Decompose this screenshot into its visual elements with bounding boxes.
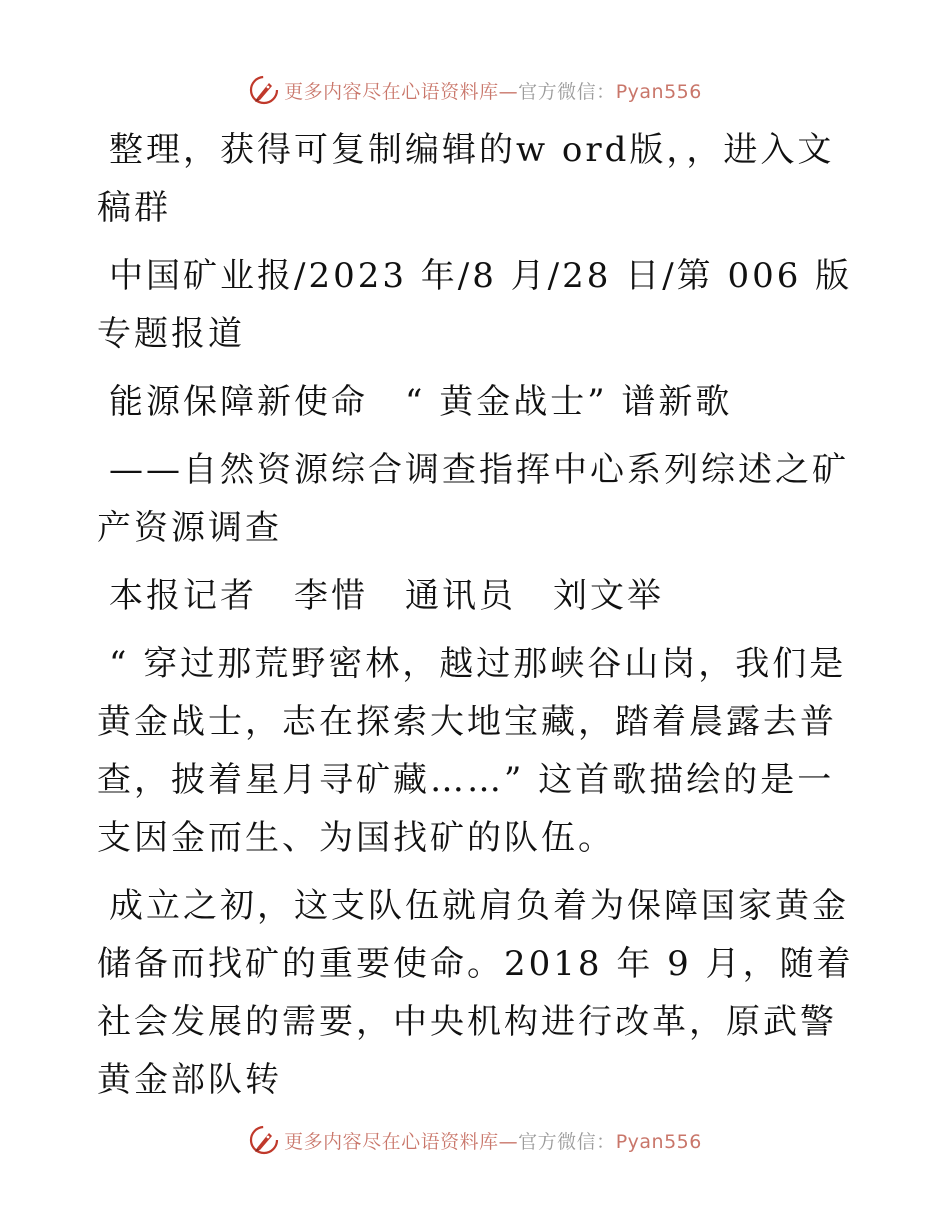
pen-nib-logo-icon [248,74,280,106]
watermark-wechat-handle: Pyan556 [615,1130,702,1153]
paragraph-source-line: 中国矿业报/2023 年/8 月/28 日/第 006 版专题报道 [97,256,853,354]
watermark-text [284,77,702,104]
watermark-official-label: 官方微信： [518,80,616,103]
footer-watermark-banner [0,1120,950,1160]
watermark-dash: — [498,1130,519,1153]
pen-nib-logo-icon [248,1124,280,1156]
watermark-text [284,1127,702,1154]
article-byline: 本报记者 李惜 通讯员 刘文举 [109,576,664,616]
paragraph-history: 成立之初，这支队伍就肩负着为保障国家黄金储备而找矿的重要使命。2018 年 9 月，随着社会发展的需要，中央机构进行改革，原武警黄金部队转 [97,886,854,1100]
document-body [97,121,857,1119]
watermark-wechat-handle: Pyan556 [615,80,702,103]
paragraph-song-quote: “ 穿过那荒野密林，越过那峡谷山岗，我们是黄金战士，志在探索大地宝藏，踏着晨露去普查，披着星月寻矿藏……” 这首歌描绘的是一支因金而生、为国找矿的队伍。 [97,644,847,858]
article-subtitle: ——自然资源综合调查指挥中心系列综述之矿产资源调查 [97,450,849,548]
watermark-dash: — [498,80,519,103]
header-watermark-banner [0,70,950,110]
watermark-brand: 更多内容尽在心语资料库 [284,1130,499,1153]
article-title: 能源保障新使命 “ 黄金战士” 谱新歌 [109,382,733,422]
watermark-brand: 更多内容尽在心语资料库 [284,80,499,103]
watermark-official-label: 官方微信： [518,1130,616,1153]
paragraph-intro-note: 整理，获得可复制编辑的w ord版，，进入文稿群 [97,130,835,228]
